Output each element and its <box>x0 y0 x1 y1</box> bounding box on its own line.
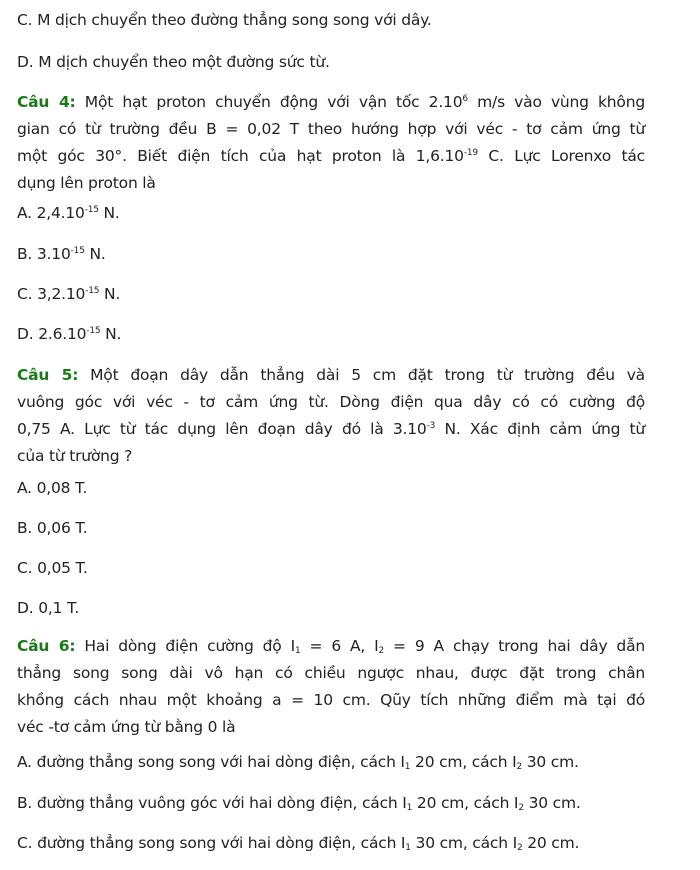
q5-line-3: 0,75 A. Lực từ tác dụng lên đoạn dây đó là $3.10^{-3}$ N. Xác định cảm ứng từ <box>17 420 646 438</box>
q4-line-2: gian có từ trường đều B = 0,02 T theo hướng hợp với véc - tơ cảm ứng từ <box>17 120 645 138</box>
option-text: 0,06 T. <box>32 519 88 537</box>
q4-line-4: dụng lên proton là <box>17 174 156 192</box>
option-letter: B. <box>17 794 33 812</box>
q5-line-4: của từ trường ? <box>17 447 133 465</box>
question-4-stem <box>17 89 645 197</box>
q4-line-3: một góc 30°. Biết điện tích của hạt proton là $1,6.10^{-19}$ C. Lực Lorenxo tác <box>17 147 646 165</box>
q6-option-c[interactable]: C. đường thẳng song song với hai dòng điện, cách $I_1$ 30 cm, cách $I_2$ 20 cm. <box>17 834 580 853</box>
option-letter: C. <box>17 834 33 852</box>
option-letter: C. <box>17 285 33 303</box>
prev-option-c[interactable] <box>17 10 432 30</box>
option-text: M dịch chuyển theo một đường sức từ. <box>38 53 330 71</box>
option-text: 0,08 T. <box>31 479 88 497</box>
option-letter: D. <box>17 325 34 343</box>
option-letter: C. <box>17 11 33 29</box>
question-5-stem <box>17 362 645 470</box>
q5-option-d[interactable] <box>17 598 79 618</box>
q4-line-1: Câu 4: Một hạt proton chuyển động với vận tốc 2.10$^6$ m/s vào vùng không <box>17 93 645 111</box>
option-letter: A. <box>17 753 32 771</box>
q6-line-1: Câu 6: Hai dòng điện cường độ $I_1 = 6$ A, $I_2 = 9$ A chạy trong hai dây dẫn <box>17 637 645 656</box>
option-letter: A. <box>17 479 32 497</box>
q5-line-1: Câu 5: Một đoạn dây dẫn thẳng dài 5 cm đặt trong từ trường đều và <box>17 366 645 384</box>
option-text: 0,05 T. <box>32 559 88 577</box>
option-letter: C. <box>17 559 33 577</box>
q6-line-4: véc -tơ cảm ứng từ bằng 0 là <box>17 718 236 736</box>
q6-line-3: khồng cách nhau một khoảng a = 10 cm. Qũy tích những điểm mà tại đó <box>17 691 645 709</box>
q6-line-2: thẳng song song dài vô hạn có chiều ngược nhau, được đặt trong chân <box>17 664 645 682</box>
q5-option-a[interactable] <box>17 478 87 498</box>
q5-option-b[interactable] <box>17 518 88 538</box>
option-letter: B. <box>17 519 33 537</box>
option-letter: D. <box>17 53 34 71</box>
question-6-stem <box>17 633 645 741</box>
q4-option-a[interactable]: A. $2,4.10^{-15}$ N. <box>17 204 120 222</box>
q4-option-d[interactable]: D. $2.6.10^{-15}$ N. <box>17 325 122 343</box>
q4-option-c[interactable]: C. $3,2.10^{-15}$ N. <box>17 285 121 303</box>
option-text: 0,1 T. <box>33 599 80 617</box>
option-letter: B. <box>17 245 33 263</box>
option-text: M dịch chuyển theo đường thẳng song song với dây. <box>37 11 432 29</box>
question-label: Câu 4: <box>17 93 76 111</box>
q5-line-2: vuông góc với véc - tơ cảm ứng từ. Dòng điện qua dây có có cường độ <box>17 393 645 411</box>
q6-option-a[interactable]: A. đường thẳng song song với hai dòng điện, cách $I_1$ 20 cm, cách $I_2$ 30 cm. <box>17 753 579 772</box>
q6-option-b[interactable]: B. đường thẳng vuông góc với hai dòng điện, cách $I_1$ 20 cm, cách $I_2$ 30 cm. <box>17 794 581 813</box>
prev-option-d[interactable] <box>17 52 330 72</box>
question-label: Câu 5: <box>17 366 79 384</box>
question-label: Câu 6: <box>17 637 76 655</box>
option-letter: D. <box>17 599 34 617</box>
q5-option-c[interactable] <box>17 558 88 578</box>
option-letter: A. <box>17 204 32 222</box>
q4-option-b[interactable]: B. $3.10^{-15}$ N. <box>17 245 106 263</box>
